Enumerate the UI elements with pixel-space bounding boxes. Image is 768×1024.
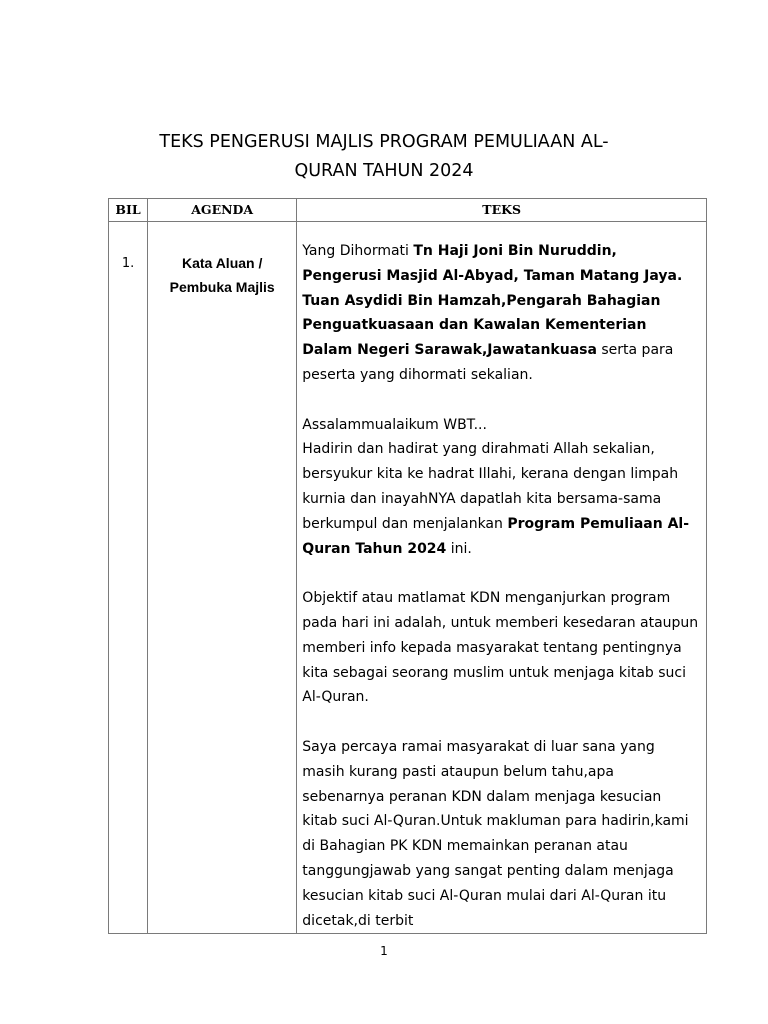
document-title: [0, 128, 768, 186]
agenda-label-line-2: Pembuka Majlis: [169, 279, 275, 295]
document-title-line-2: QURAN TAHUN 2024: [294, 161, 474, 181]
teks-paragraph-role: Saya percaya ramai masyarakat di luar sana yang masih kurang pasti ataupun belum tahu,apa sebenarnya peranan KDN dalam menjaga kesucian kitab suci Al-Quran.Untuk makluman para hadirin,kami di Bahagian PK KDN memainkan peranan atau tanggungjawab yang sangat penting dalam menjaga kesucian kitab suci Al-Quran mulai dari Al-Quran itu dicetak,di terbit: [302, 738, 689, 929]
greeting-director-name: Tuan Asydidi Bin Hamzah,Pengarah Bahagian Penguatkuasaan dan Kawalan Kementerian Dalam Negeri Sarawak,Jawatankuasa: [302, 292, 661, 359]
agenda-label-line-1: Kata Aluan /: [181, 255, 263, 271]
row-agenda-cell: [148, 222, 297, 934]
salam-body-text: Hadirin dan hadirat yang dirahmati Allah sekalian, bersyukur kita ke hadrat Illahi, kerana dengan limpah kurnia dan inayahNYA dapatlah kita bersama-sama berkumpul dan menjalankan: [302, 441, 679, 532]
teks-paragraph-salam: [302, 413, 700, 562]
header-bil: BIL: [109, 199, 148, 222]
row-teks-cell: [297, 222, 707, 934]
greeting-text: Yang Dihormati: [302, 243, 414, 259]
header-agenda: AGENDA: [148, 199, 297, 222]
greeting-closing-text: serta para peserta yang dihormati sekalian.: [302, 342, 674, 383]
salam-text: Assalammualaikum WBT...: [302, 416, 487, 433]
page-number: 1: [380, 944, 388, 958]
salam-closing-text: ini.: [446, 540, 472, 557]
table-row: [109, 222, 707, 934]
teks-paragraph-objective: Objektif atau matlamat KDN menganjurkan program pada hari ini adalah, untuk memberi kesedaran ataupun memberi info kepada masyarakat tentang pentingnya kita sebagai seorang muslim untuk menjaga kitab suci Al-Quran.: [302, 590, 699, 706]
greeting-chairman-name: Tn Haji Joni Bin Nuruddin, Pengerusi Masjid Al-Abyad, Taman Matang Jaya.: [302, 243, 683, 284]
document-title-line-1: TEKS PENGERUSI MAJLIS PROGRAM PEMULIAAN AL-: [159, 132, 609, 152]
header-teks: TEKS: [297, 199, 707, 222]
program-name: Program Pemuliaan Al-Quran Tahun 2024: [302, 515, 690, 557]
table-header-row: [109, 199, 707, 222]
teks-paragraph-greeting: [302, 239, 700, 388]
row-bil-cell: 1.: [109, 222, 148, 934]
agenda-table: [108, 198, 707, 934]
